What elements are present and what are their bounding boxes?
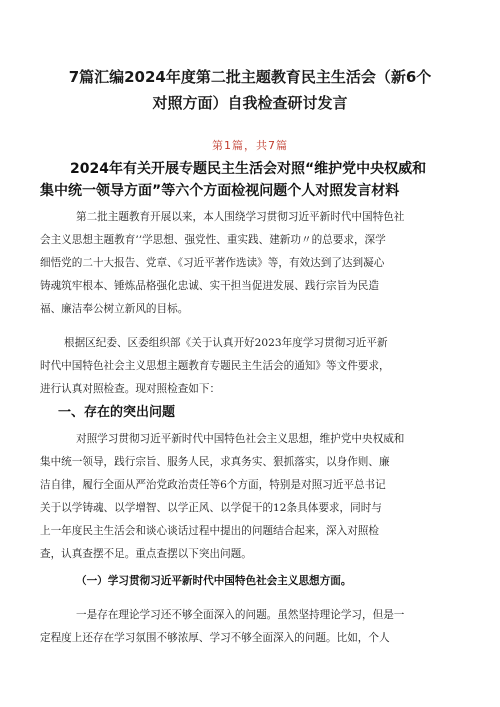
subsection1-line-1: 一是存在理论学习还不够全面深入的问题。虽然坚持理论学习，但是一 (76, 609, 405, 621)
notice-line-3: 进行认真对照检查。现对照检查如下： (40, 383, 221, 395)
section1-line-5: 上一年度民主生活会和谈心谈话过程中提出的问题结合起来，深入对照检 (40, 525, 379, 537)
section1-line-4: 关于以学铸魂、以学增智、以学正风、以学促干的12条具体要求，同时与 (40, 502, 382, 514)
section1-line-3: 洁自律，履行全面从严治党政治责任等6个方面，特别是对照习近平总书记 (40, 479, 386, 491)
notice-line-1: 根据区纪委、区委组织部《关于认真开好2023年度学习贯彻习近平新 (64, 337, 388, 349)
subsection1-line-2: 定程度上还存在学习氛围不够浓厚、学习不够全面深入的问题。比如，个人 (40, 632, 390, 644)
subsection-heading-1: （一）学习贯彻习近平新时代中国特色社会主义思想方面。 (76, 575, 352, 587)
document-title-line1: 7篇汇编2024年度第二批主题教育民主生活会（新6个 (68, 68, 432, 86)
article-title-line1: 2024年有关开展专题民主生活会对照“维护党中央权威和 (70, 161, 427, 177)
intro-line-1: 第二批主题教育开展以来，本人围绕学习贯彻习近平新时代中国特色社 (76, 211, 405, 223)
intro-line-2: 会主义思想主题教育’’学思想、强党性、重实践、建新功〃的总要求，深学 (40, 234, 386, 246)
section-heading-1: 一、存在的突出问题 (58, 405, 176, 420)
intro-line-5: 福、廉洁奉公树立新风的目标。 (40, 303, 189, 315)
section1-line-1: 对照学习贯彻习近平新时代中国特色社会主义思想，维护党中央权威和 (76, 433, 405, 445)
intro-line-4: 铸魂筑牢根本、锤炼品格强化忠诚、实干担当促进发展、践行宗旨为民造 (40, 280, 379, 292)
intro-line-3: 细悟党的二十大报告、党章、《习近平著作选读》等，有效达到了达到凝心 (40, 257, 385, 269)
notice-line-2: 时代中国特色社会主义思想主题教育专题民主生活会的通知》等文件要求， (40, 360, 390, 372)
section1-line-6: 查，认真查摆不足。重点查摆以下突出问题。 (40, 548, 252, 560)
section1-line-2: 集中统一领导，践行宗旨、服务人民，求真务实、狠抓落实，以身作则、廉 (40, 456, 390, 468)
document-title-line2: 对照方面）自我检查研讨发言 (152, 94, 348, 112)
page-indicator: 第1篇，共7篇 (212, 139, 288, 152)
article-title-line2: 集中统一领导方面”等六个方面检视问题个人对照发言材料 (40, 183, 400, 199)
